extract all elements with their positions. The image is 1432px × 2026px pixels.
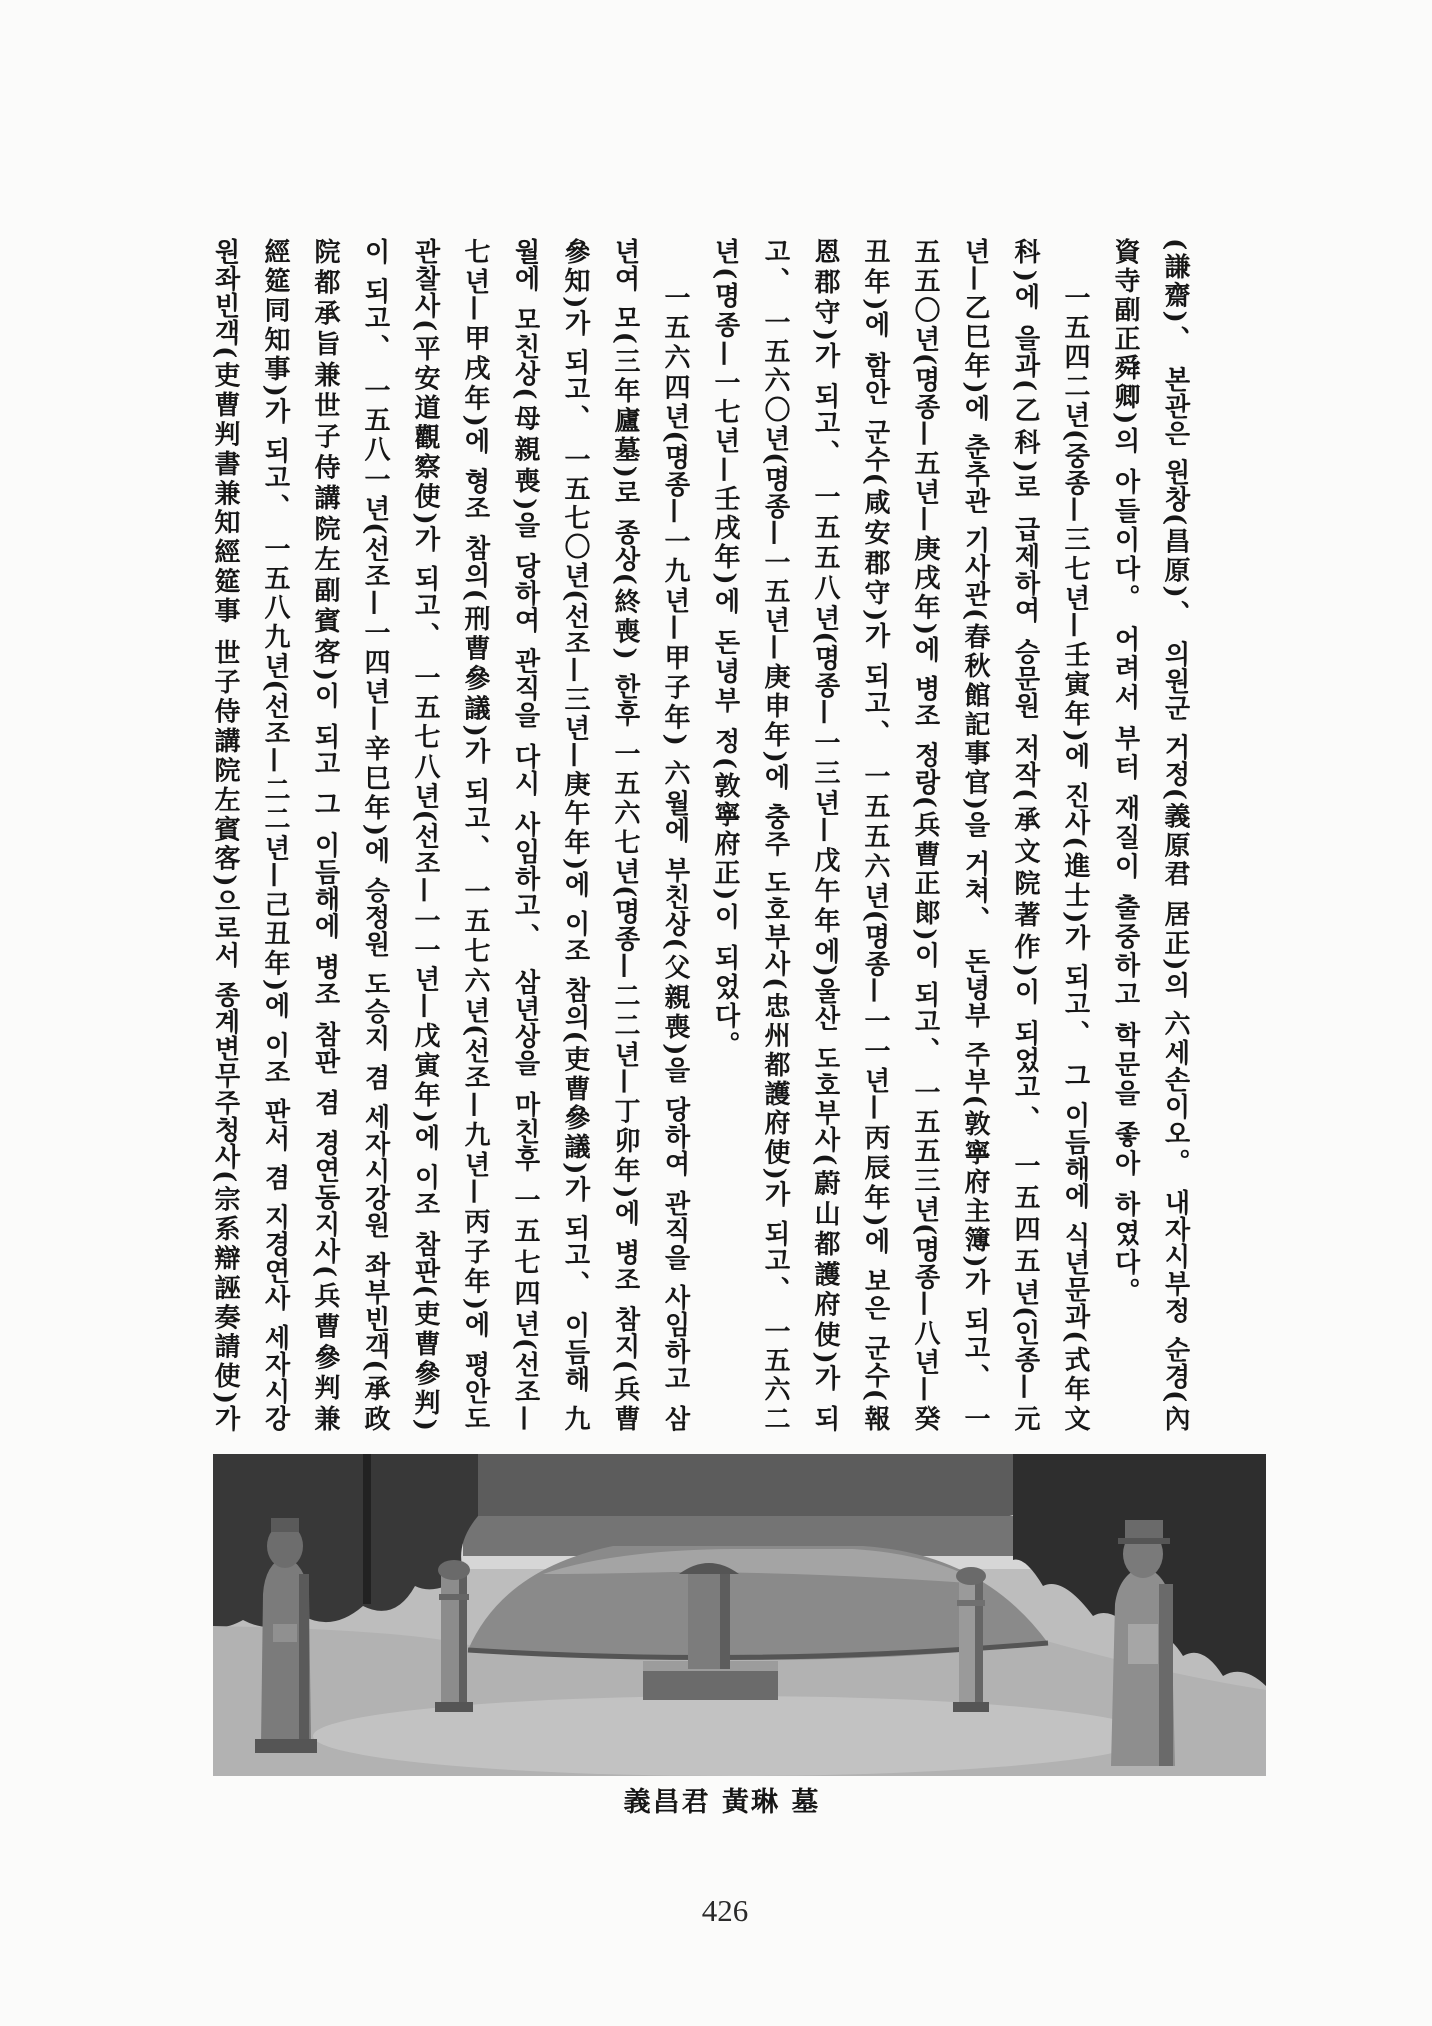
text-column: 년(명종—一七년—壬戌年)에 돈녕부 정(敦寧府正)이 되었다。	[710, 238, 740, 1061]
text-column: 經筵同知事)가 되고、 一五八九년(선조—二二년—己丑年)에 이조 판서 겸 지경연사 세자시강	[260, 238, 290, 1432]
text-column: 恩郡守)가 되고、 一五五八년(명종—一三년—戊午年에)울산 도호부사(蔚山都護府使)가 되	[810, 238, 840, 1432]
statue-base	[255, 1739, 317, 1753]
statue-front-panel	[1128, 1624, 1158, 1664]
text-column: 이 되고、 一五八一년(선조—一四년—辛巳年)에 승정원 도승지 겸 세자시강원 좌부빈객(承政	[360, 238, 390, 1432]
text-column: 고、 一五六〇년(명종—一五년—庚申年)에 충주 도호부사(忠州都護府使)가 되고、 一五六二	[760, 238, 790, 1432]
text-column: 院都承旨兼世子侍講院左副賓客)이 되고 그 이듬해에 병조 참판 겸 경연동지사(兵曹參判兼	[310, 238, 340, 1432]
pillar-shadow	[459, 1572, 467, 1707]
pillar-cap	[956, 1567, 986, 1585]
tombstone-side	[720, 1574, 730, 1669]
text-column: 관찰사(平安道觀察使)가 되고、 一五七八년(선조—一一년—戊寅年)에 이조 참판(吏曹參判)	[410, 238, 440, 1432]
tomb-photo	[213, 1454, 1266, 1776]
text-column: (謙齋)、 본관은 원창(昌原)、 의원군 거정(義原君 居正)의 六세손이오。 내자시부정 순경(內	[1160, 238, 1190, 1432]
text-column: 參知)가 되고、 一五七〇년(선조—三년—庚午年)에 이조 참의(吏曹參議)가 되고、 이듬해 九	[560, 238, 590, 1432]
tree-trunk	[363, 1454, 371, 1604]
photo-caption: 義昌君 黃琳 墓	[623, 1787, 821, 1818]
page-number: 426	[701, 1893, 749, 1928]
statue-hat	[271, 1518, 299, 1532]
text-column: 科)에 을과(乙科)로 급제하여 승문원 저작(承文院著作)이 되었고、 一五四五년(인종—元	[1010, 238, 1040, 1432]
text-column: 원좌빈객(吏曹判書兼知經筵事 世子侍講院左賓客)으로서 종계변무주청사(宗系辯誣奏請使)가	[210, 238, 240, 1432]
statue-hands	[273, 1624, 297, 1642]
tombstone	[679, 1563, 739, 1669]
text-column: 一五四二년(중종—三七년—壬寅年)에 진사(進士)가 되고、 그 이듬해에 식년문과(式年文	[1060, 284, 1090, 1432]
pillar-shadow	[975, 1579, 983, 1707]
text-column: 一五六四년(명종—一九년—甲子年) 六월에 부친상(父親喪)을 당하여 관직을 사임하고 삼	[660, 284, 690, 1432]
pillar-ring	[957, 1600, 985, 1606]
text-column: 七년—甲戌年)에 형조 참의(刑曹參議)가 되고、 一五七六년(선조—九년—丙子年)에 평안도	[460, 238, 490, 1432]
pillar-cap	[438, 1560, 470, 1580]
pillar-base	[953, 1702, 989, 1712]
statue-hat-brim	[1118, 1538, 1170, 1544]
statue-shadow	[299, 1574, 309, 1744]
pillar-base	[435, 1702, 473, 1712]
text-column: 년여 모(三年廬墓)로 종상(終喪) 한후 一五六七년(명종—二二년—丁卯年)에 병조 참지(兵曹	[610, 238, 640, 1432]
text-column: 丑年)에 함안 군수(咸安郡守)가 되고、 一五五六년(명종—一一년—丙辰年)에 보은 군수(報	[860, 238, 890, 1432]
statue-hat	[1125, 1520, 1163, 1540]
pillar-ring	[439, 1594, 469, 1600]
slab-front	[643, 1668, 778, 1700]
text-column: 월에 모친상(母親喪)을 당하여 관직을 다시 사임하고、 삼년상을 마친후 一五七四년(선조—	[510, 238, 540, 1432]
statue-shadow	[1159, 1584, 1173, 1766]
text-column: 資寺副正舜卿)의 아들이다。 어려서 부터 재질이 출중하고 학문을 좋아 하였다。	[1110, 238, 1140, 1307]
text-column: 년—乙巳年)에 춘추관 기사관(春秋館記事官)을 거쳐、 돈녕부 주부(敦寧府主簿)가 되고、 一	[960, 238, 990, 1432]
body-text	[200, 238, 1200, 1432]
text-column: 五五〇년(명종—五년—庚戌年)에 병조 정랑(兵曹正郞)이 되고、 一五五三년(명종—八년—癸	[910, 238, 940, 1432]
